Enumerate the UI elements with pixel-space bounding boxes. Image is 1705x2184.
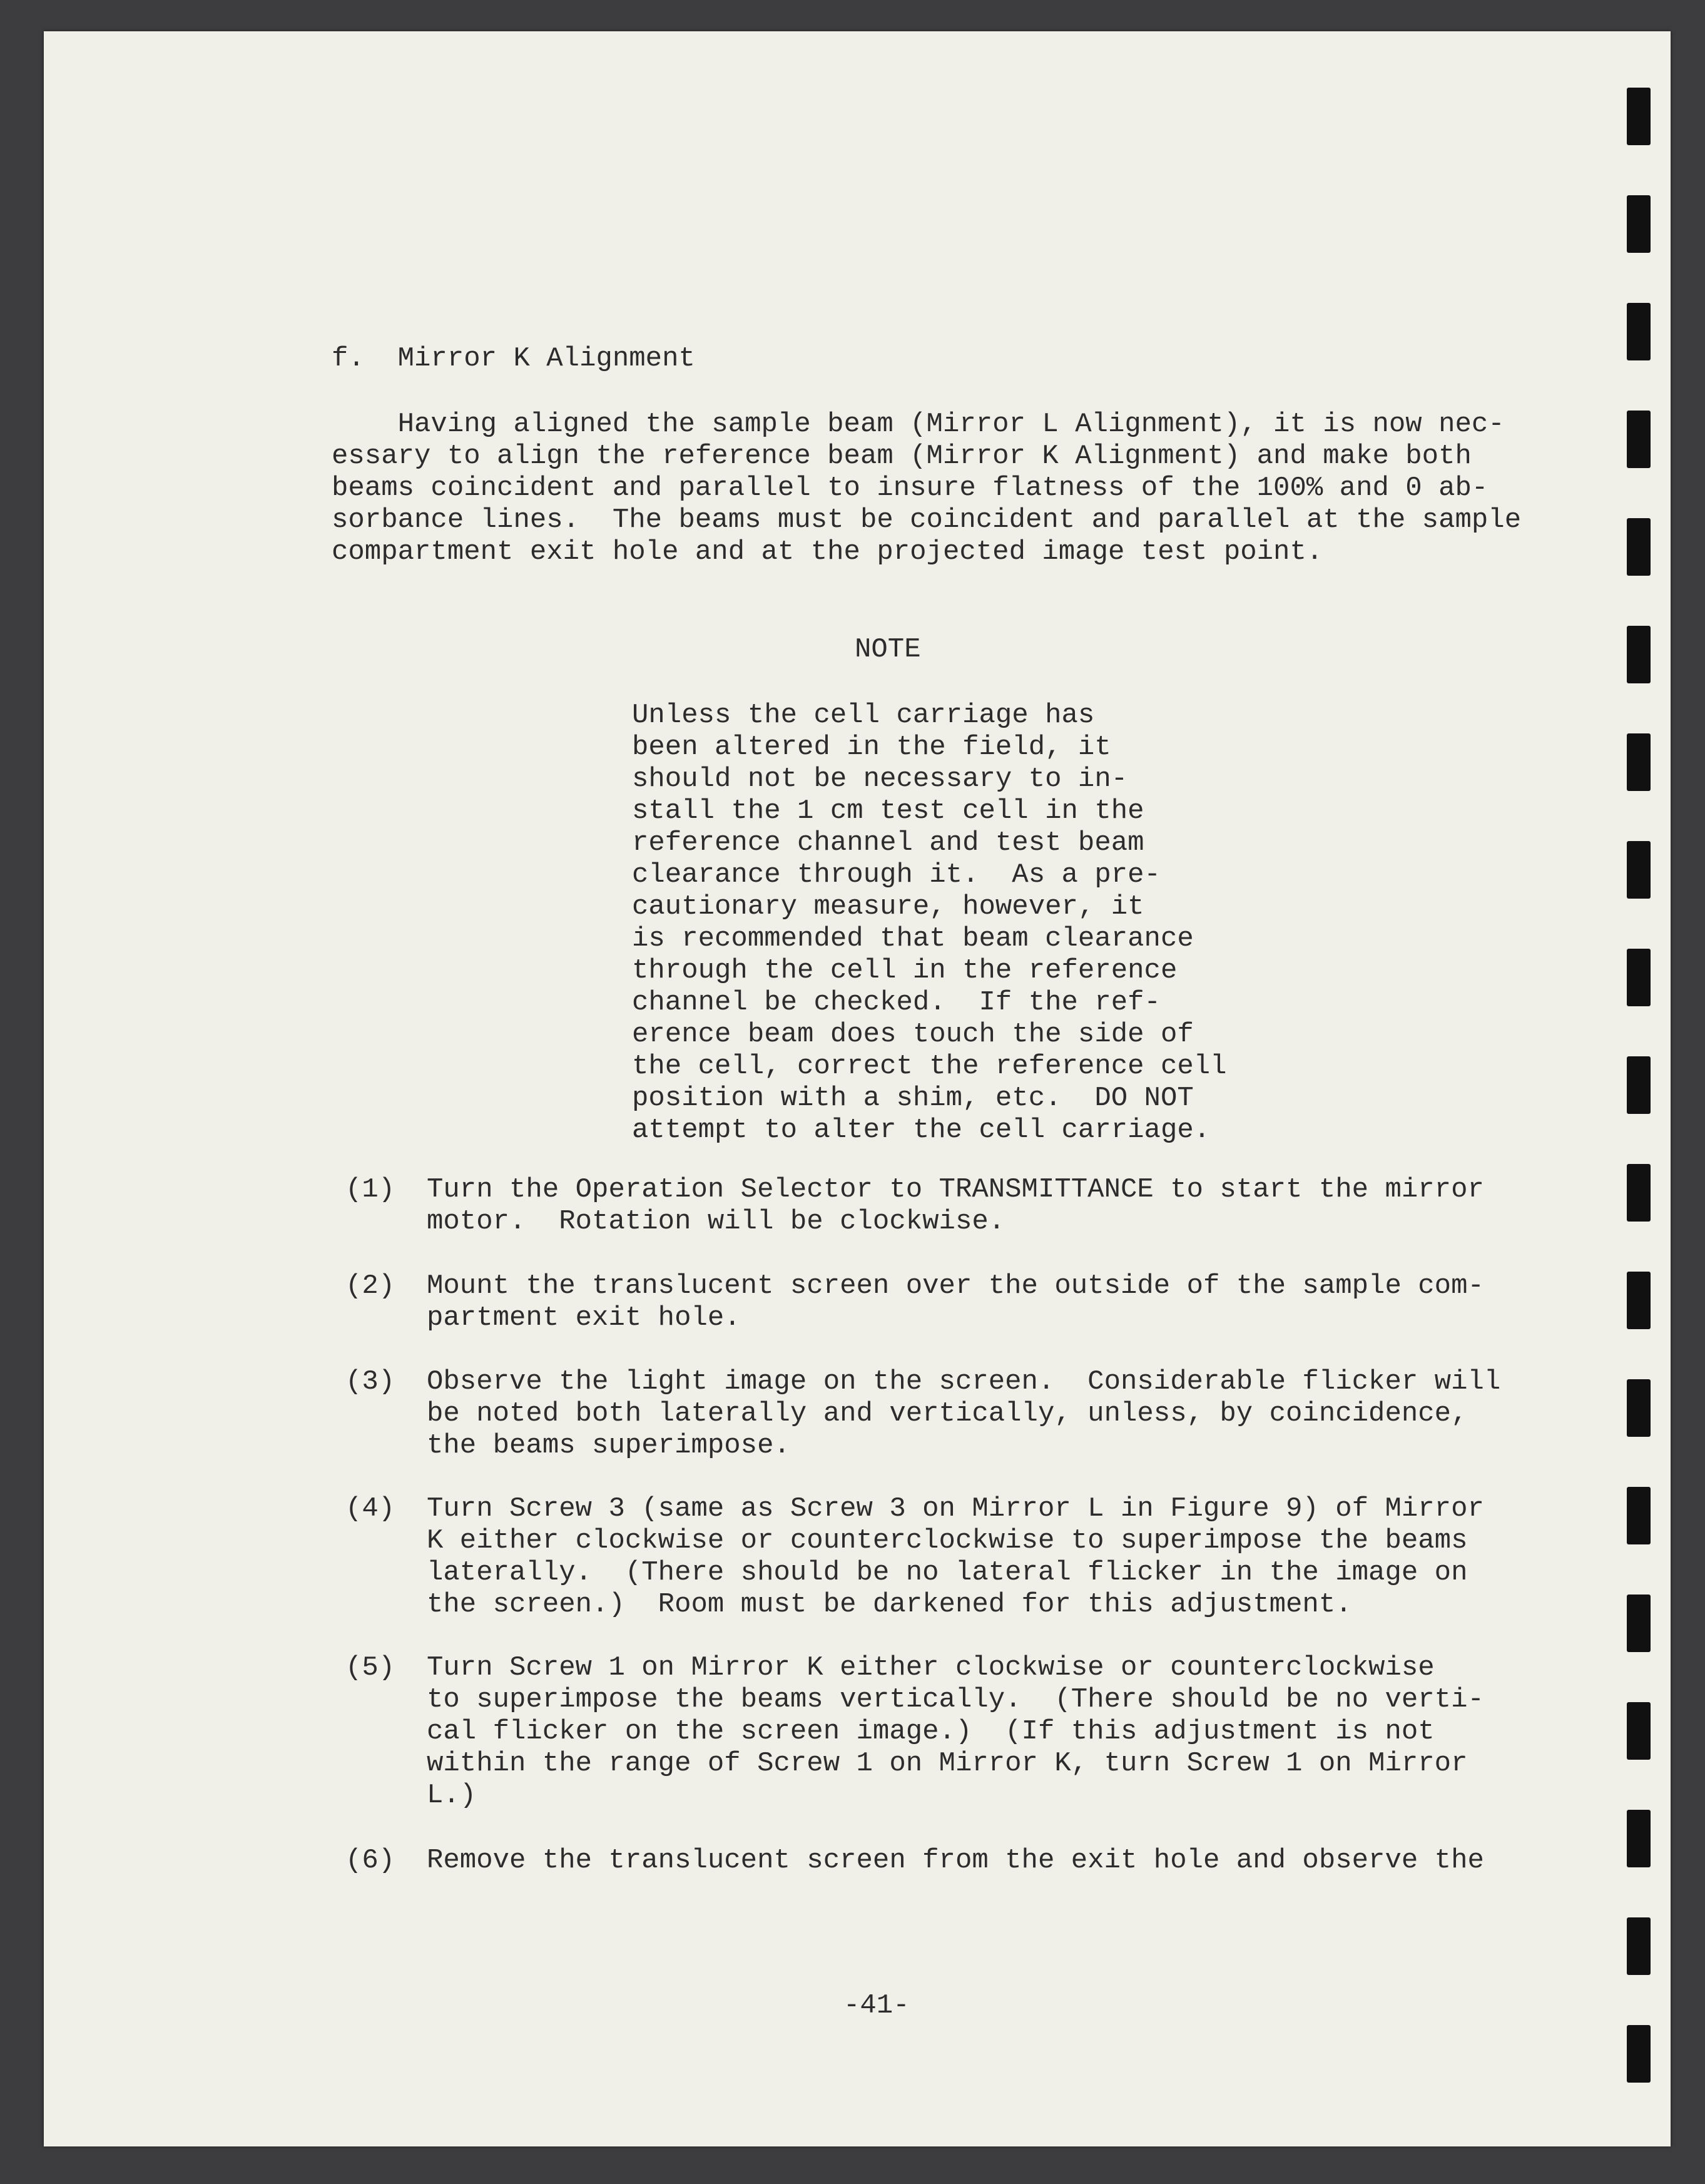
step-number: (3) xyxy=(345,1366,395,1397)
step-text: Turn Screw 3 (same as Screw 3 on Mirror L in Figure 9) of Mirror K either clockwise or counterclockwise to superimpose the beams laterally. (There should be no lateral flicker in the image on the screen.) Room must be darkened for this adjustment. xyxy=(427,1493,1484,1620)
note-body: Unless the cell carriage has been altered in the field, it should not be necessary to in- stall the 1 cm test cell in the reference channel and test beam clearance through it. As a pre- cautionary measure, however, it is recommended that beam clearance through the cell in the reference channel be checked. If the ref- erence beam does touch the side of the cell, correct the reference cell position with a shim, etc. DO NOT attempt to alter the cell carriage. xyxy=(632,700,1227,1146)
binding-hole xyxy=(1627,88,1651,145)
binding-hole xyxy=(1627,518,1651,576)
step-number: (5) xyxy=(345,1652,395,1683)
binding-hole xyxy=(1627,195,1651,253)
binding-hole xyxy=(1627,1164,1651,1222)
binding-hole xyxy=(1627,1056,1651,1114)
note-title: NOTE xyxy=(855,634,921,665)
binding-hole xyxy=(1627,1810,1651,1867)
binding-hole xyxy=(1627,1917,1651,1975)
binding-hole xyxy=(1627,733,1651,791)
document-page xyxy=(44,31,1671,2146)
step-text: Turn Screw 1 on Mirror K either clockwise or counterclockwise to superimpose the beams vertically. (There should be no verti- cal flicker on the screen image.) (If this adjustment is not within the range of Screw 1 on Mirror K, turn Screw 1 on Mirror L.) xyxy=(427,1652,1484,1811)
section-heading: f. Mirror K Alignment xyxy=(332,343,695,374)
binding-hole xyxy=(1627,1702,1651,1760)
binding-hole xyxy=(1627,1595,1651,1652)
binding-hole xyxy=(1627,1272,1651,1329)
binding-holes xyxy=(1627,88,1652,2084)
step-text: Mount the translucent screen over the outside of the sample com- partment exit hole. xyxy=(427,1270,1484,1334)
page-number: -41- xyxy=(843,1990,910,2021)
binding-hole xyxy=(1627,2025,1651,2083)
step-text: Turn the Operation Selector to TRANSMITTANCE to start the mirror motor. Rotation will be clockwise. xyxy=(427,1174,1484,1237)
step-number: (1) xyxy=(345,1174,395,1205)
binding-hole xyxy=(1627,841,1651,899)
binding-hole xyxy=(1627,1379,1651,1437)
step-number: (6) xyxy=(345,1845,395,1876)
binding-hole xyxy=(1627,626,1651,683)
step-text: Remove the translucent screen from the exit hole and observe the xyxy=(427,1845,1484,1876)
intro-paragraph: Having aligned the sample beam (Mirror L Alignment), it is now nec- essary to align the reference beam (Mirror K Alignment) and make both beams coincident and parallel to insure flatness of the 100% and 0 ab- sorbance lines. The beams must be coincident and parallel at the sample compartment exit hole and at the projected image test point. xyxy=(332,409,1522,568)
step-number: (2) xyxy=(345,1270,395,1302)
binding-hole xyxy=(1627,1487,1651,1544)
binding-hole xyxy=(1627,411,1651,468)
binding-hole xyxy=(1627,303,1651,360)
step-number: (4) xyxy=(345,1493,395,1524)
step-text: Observe the light image on the screen. Considerable flicker will be noted both laterally and vertically, unless, by coincidence, the beams superimpose. xyxy=(427,1366,1501,1461)
binding-hole xyxy=(1627,949,1651,1006)
